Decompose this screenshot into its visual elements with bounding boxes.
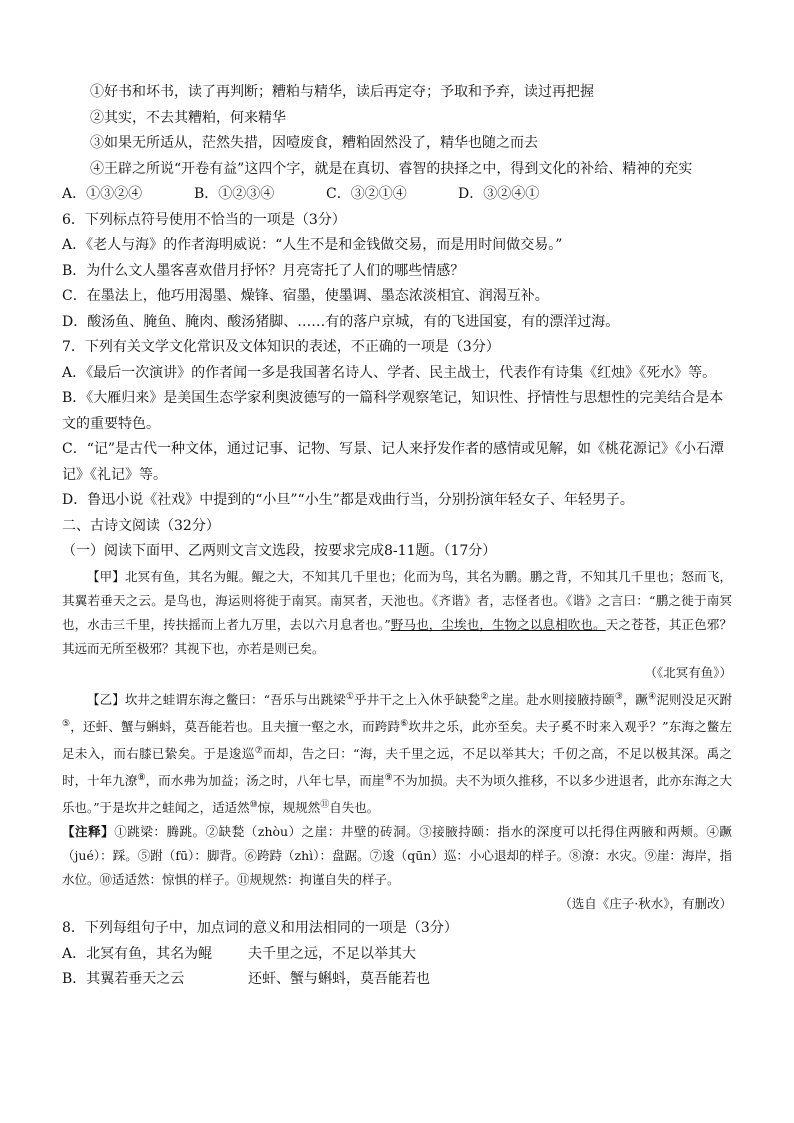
passage-yi-label: 【乙】 xyxy=(87,691,125,707)
q8-option-b-left: B．其翼若垂天之云 xyxy=(62,971,185,988)
q7-option-d[interactable]: D．鲁迅小说《社戏》中提到的“小旦”“小生”都是戏曲行当，分别扮演年轻女子、年轻男子。 xyxy=(62,492,634,508)
passage-yi-text: 不为加损。夫不为顷久推移，不以多少进退者，此亦东海之大乐也。”于是坎井之蛙闻之，适适然 xyxy=(62,773,732,816)
q5-item-2: ②其实，不去其糟粕，何来精华 xyxy=(90,109,286,126)
passage-jia xyxy=(62,565,732,661)
passage-yi-text: 之崖。赴水则接腋持颐 xyxy=(488,691,615,707)
q6-option-b[interactable]: B．为什么文人墨客喜欢借月抒怀？月亮寄托了人们的哪些情感？ xyxy=(62,262,465,279)
passage-yi-text: 乎井干之上入休乎缺甃 xyxy=(354,691,481,707)
passage-yi-text: 而却，告之曰：“海，夫千里之远，不足以举其大；千仞之高，不足以极其深。禹之时，十年九潦 xyxy=(62,745,732,789)
note-mark: ③ xyxy=(614,691,623,702)
note-mark: ⑪ xyxy=(320,800,330,811)
part-heading: （一）阅读下面甲、乙两则文言文选段，按要求完成8-11题。（17分） xyxy=(62,543,497,559)
passage-jia-label: 【甲】 xyxy=(87,568,125,584)
q6-option-d[interactable]: D．酸汤鱼、腌鱼、腌肉、酸汤猪脚、……有的落户京城，有的飞进国宴，有的漂洋过海。 xyxy=(62,313,620,330)
q7-stem: 7．下列有关文学文化常识及文体知识的表述，不正确的一项是（3分） xyxy=(62,339,500,355)
q8-stem: 8．下列每组句子中，加点词的意义和用法相同的一项是（3分） xyxy=(62,920,458,937)
passage-jia-text-1: 北冥有鱼，其名为鲲。鲲之大，不知其几千里也；化而为鸟，其名为鹏。鹏之背，不知其几千里也；怒而飞，其翼若垂天之云。是鸟也，海运则将徙于南冥。南冥者，天池也。《齐谐》者，志怪者也。《谐》之言曰：“鹏之徙于南冥也，水击三千里，抟扶摇而上者九万里，去以六月息者也。” xyxy=(62,568,732,632)
q8-option-a[interactable] xyxy=(62,942,732,968)
passage-yi xyxy=(62,685,732,821)
passage-yi-source: （选自《庄子·秋水》，有删改） xyxy=(559,896,732,912)
passage-yi-text: ，而水弗为加益；汤之时，八年七旱，而崖 xyxy=(145,773,385,789)
passage-yi-text: ，蹶 xyxy=(622,691,649,707)
note-mark: ① xyxy=(345,691,355,702)
q5-item-1: ①好书和坏书，读了再判断；糟粕与精华，读后再定夺；予取和予弃，读过再把握 xyxy=(90,84,594,100)
passage-jia-source: （《北冥有鱼》） xyxy=(644,664,732,680)
q5-option-a[interactable]: A．①③②④ xyxy=(62,186,143,202)
passage-jia-underlined: 野马也，尘埃也，生物之以息相吹也。 xyxy=(390,616,606,632)
passage-yi-text: ，还虷、蟹与蝌蚪，莫吾能若也。且夫擅一壑之水，而跨跱 xyxy=(70,718,401,734)
q6-option-a[interactable]: A．《老人与海》的作者海明威说：“人生不是和金钱做交易，而是用时间做交易。” xyxy=(62,237,563,253)
note-mark: ⑤ xyxy=(62,718,71,729)
q6-stem: 6．下列标点符号使用不恰当的一项是（3分） xyxy=(62,211,346,228)
note-mark: ⑧ xyxy=(137,772,146,783)
passage-yi-text: 惊，规规然 xyxy=(257,800,321,816)
q8-option-b[interactable] xyxy=(62,967,732,993)
q5-item-3: ③如果无所适从，茫然失措，因噎废食，糟粕固然没了，精华也随之而去 xyxy=(90,135,538,151)
note-mark: ② xyxy=(480,691,489,702)
passage-yi-text: 泥则没足灭跗 xyxy=(656,691,732,707)
annotations xyxy=(62,820,732,892)
passage-jia-text-2: 天之苍苍，其正色邪？其远而无所至极邪？其视下也，亦若是则已矣。 xyxy=(62,616,732,656)
q5-option-d[interactable]: D．③②④① xyxy=(458,186,540,202)
note-mark: ④ xyxy=(648,691,657,702)
q7-option-c[interactable]: C．“记”是古代一种文体，通过记事、记物、写景、记人来抒发作者的感情或见解，如《桃花源记》《小石潭记》《礼记》等。 xyxy=(62,441,725,483)
q5-option-b[interactable]: B．①②③④ xyxy=(194,186,275,202)
q5-option-c[interactable]: C．③②①④ xyxy=(326,186,407,202)
note-mark: ⑥ xyxy=(400,718,409,729)
q7-option-a[interactable]: A．《最后一次演讲》的作者闻一多是我国著名诗人、学者、民主战士，代表作有诗集《红烛》《死水》等。 xyxy=(62,364,717,381)
note-mark: ⑩ xyxy=(249,800,258,811)
q8-option-b-right: 还虷、蟹与蝌蚪，莫吾能若也 xyxy=(248,971,430,988)
annotations-text: ①跳梁：腾跳。②缺甃（zhòu）之崖：井壁的砖洞。③接腋持颐：指水的深度可以托得住两腋和两颊。④蹶（jué）：踩。⑤跗（fū）：脚背。⑥跨跱（zhì）：盘踞。⑦逡（qūn）巡：小心退却的样子。⑧潦：水灾。⑨崖：海岸，指水位。⑩适适然：惊惧的样子。⑪规规然：拘谨自失的样子。 xyxy=(62,824,732,888)
q6-option-c[interactable]: C．在墨法上，他巧用渴墨、燥锋、宿墨，使墨调、墨态浓淡相宜、润渴互补。 xyxy=(62,288,549,304)
q7-option-b[interactable]: B．《大雁归来》是美国生态学家利奥波德写的一篇科学观察笔记，知识性、抒情性与思想性的完美结合是本文的重要特色。 xyxy=(62,390,724,432)
section-heading: 二、古诗文阅读（32分） xyxy=(62,517,220,534)
q8-option-a-left: A．北冥有鱼，其名为鲲 xyxy=(62,945,213,962)
note-mark: ⑨ xyxy=(384,772,393,783)
q5-options xyxy=(62,182,732,208)
passage-yi-text: 自失也。 xyxy=(329,800,380,816)
note-mark: ⑦ xyxy=(254,745,264,756)
annotations-label: 【注释】 xyxy=(62,824,115,840)
page-content xyxy=(62,84,732,993)
passage-yi-text: 坎井之蛙谓东海之鳖曰：“吾乐与出跳梁 xyxy=(124,691,346,707)
passage-yi-text: 坎井之乐，此亦至矣。夫子奚不时来入观乎？”东海之鳖左足未入，而右膝已絷矣。于是逡巡 xyxy=(62,718,732,761)
q8-option-a-right: 夫千里之远，不足以举其大 xyxy=(248,945,416,962)
q5-item-4: ④王辟之所说“开卷有益”这四个字，就是在真切、睿智的抉择之中，得到文化的补给、精神的充实 xyxy=(90,160,693,177)
